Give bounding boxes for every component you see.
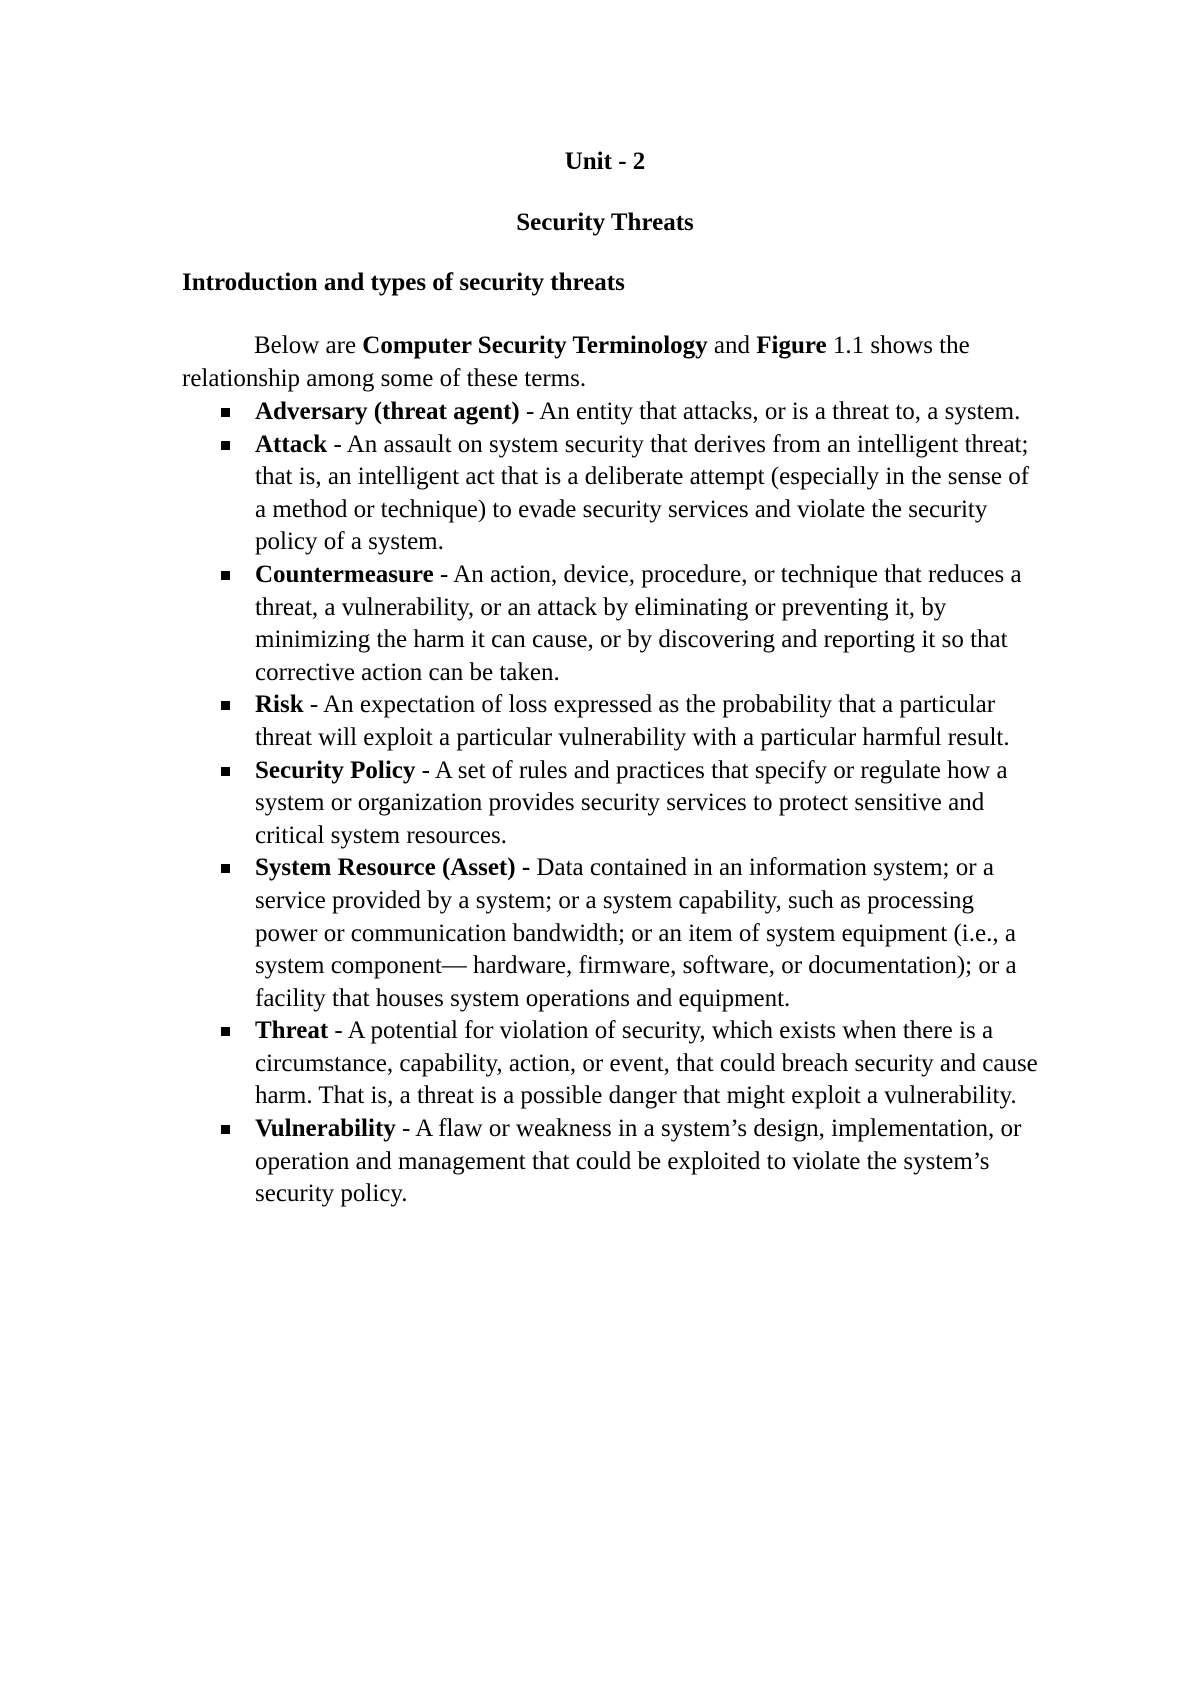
list-item xyxy=(182,852,1042,1015)
term-definition: - An expectation of loss expressed as the probability that a particular threat will exploit a particular vulnerability with a particular harmful result. xyxy=(255,691,1010,751)
intro-bold-figure: Figure xyxy=(756,332,827,359)
square-bullet-icon xyxy=(221,701,230,710)
square-bullet-icon xyxy=(221,571,230,580)
term-definition: - A flaw or weakness in a system’s design, implementation, or operation and management that could be exploited to violate the system’s security policy. xyxy=(255,1115,1022,1208)
square-bullet-icon xyxy=(221,1125,230,1134)
term-definition: - A set of rules and practices that specify or regulate how a system or organization provides security services to protect sensitive and critical system resources. xyxy=(255,756,1008,849)
intro-bold-terminology: Computer Security Terminology xyxy=(362,332,708,359)
list-item xyxy=(182,755,1042,853)
term-name: Vulnerability xyxy=(255,1115,396,1143)
term-definition: - An entity that attacks, or is a threat to, a system. xyxy=(519,398,1021,425)
square-bullet-icon xyxy=(221,408,230,417)
term-name: Adversary (threat agent) xyxy=(255,398,520,425)
square-bullet-icon xyxy=(221,1027,230,1036)
intro-text-suffix: 1.1 shows the relationship among some of these terms. xyxy=(182,332,970,392)
page-title: Security Threats xyxy=(516,209,694,236)
term-name: Attack xyxy=(255,430,328,458)
unit-title: Unit - 2 xyxy=(564,148,646,175)
square-bullet-icon xyxy=(221,767,230,776)
square-bullet-icon xyxy=(221,864,230,873)
term-name: Threat xyxy=(255,1017,329,1045)
list-item xyxy=(182,689,1042,754)
intro-text-prefix: Below are xyxy=(254,332,363,359)
term-definition: - A potential for violation of security, which exists when there is a circumstance, capability, action, or event, that could breach security and cause harm. That is, a threat is a possible danger that might exploit a vulnerability. xyxy=(255,1017,1038,1110)
term-definition: - An action, device, procedure, or technique that reduces a threat, a vulnerability, or an attack by eliminating or preventing it, by minimizing the harm it can cause, or by discovering and reporting it so that corrective action can be taken. xyxy=(255,560,1022,686)
list-item xyxy=(182,559,1042,689)
term-name: Risk xyxy=(255,691,304,719)
list-item xyxy=(182,429,1042,559)
section-heading: Introduction and types of security threats xyxy=(182,269,625,296)
square-bullet-icon xyxy=(221,441,230,450)
list-item xyxy=(182,1113,1042,1211)
term-definition: - An assault on system security that derives from an intelligent threat; that is, an intelligent act that is a deliberate attempt (especially in the sense of a method or technique) to evade security services and violate the security policy of a system. xyxy=(255,430,1030,556)
list-item xyxy=(182,1015,1042,1113)
term-name: Security Policy xyxy=(255,756,416,784)
term-name: Countermeasure xyxy=(255,560,434,588)
terminology-list xyxy=(182,396,1042,1211)
intro-paragraph xyxy=(182,330,1032,395)
list-item xyxy=(182,396,1042,429)
term-name: System Resource (Asset) - xyxy=(255,854,531,882)
term-definition: Data contained in an information system; or a service provided by a system; or a system capability, such as processing power or communication bandwidth; or an item of system equipment (i.e., a system component— hardware, firmware, software, or documentation); or a facility that houses system operations and equipment. xyxy=(255,854,1017,1012)
intro-text-middle: and xyxy=(707,332,757,359)
